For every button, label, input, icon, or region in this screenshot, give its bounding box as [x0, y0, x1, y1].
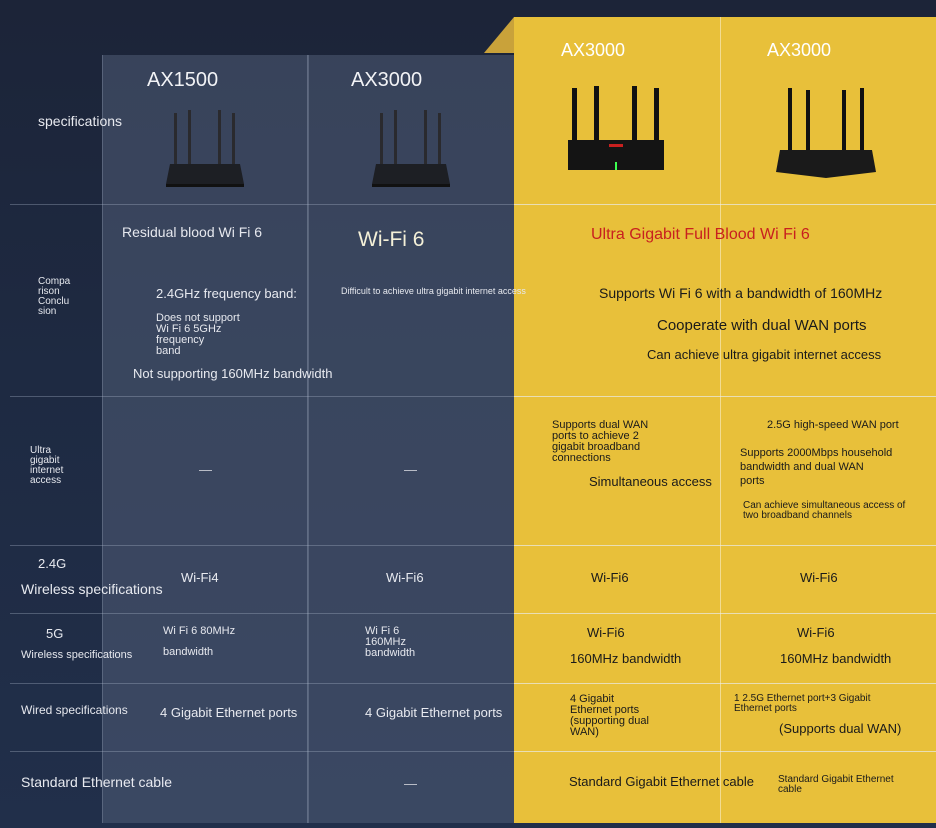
gold-row-divider [514, 396, 936, 397]
ultra-col4-sim [743, 501, 905, 521]
router-4-antenna-icon [160, 108, 250, 190]
w5-col2-line: Wi Fi 6 [365, 625, 400, 637]
ultra-label-line: gigabit [30, 455, 60, 466]
w24-col2: Wi-Fi6 [386, 570, 424, 585]
gold-row-divider [514, 545, 936, 546]
comparison-col1-no5g [156, 313, 240, 357]
col-divider [307, 55, 308, 823]
no5g-line: band [156, 345, 181, 357]
ultra-col3-simultaneous: Simultaneous access [589, 474, 712, 489]
model-title-2: AX3000 [351, 69, 423, 91]
wired-col4-dualwan: (Supports dual WAN) [779, 721, 902, 736]
ultra-col1-dash: — [199, 462, 212, 477]
wired-col1: 4 Gigabit Ethernet ports [160, 705, 298, 720]
wired-col4-line: 1 2.5G Ethernet port+3 Gigabit [734, 693, 871, 704]
router-4-antenna-icon [366, 108, 456, 190]
comparison-label-line: Conclu [38, 296, 70, 307]
wired-col3 [570, 694, 649, 738]
comparison-col2-title: Wi-Fi 6 [358, 228, 425, 251]
no5g-line: frequency [156, 334, 205, 346]
ultra-col4-line: Supports 2000Mbps household [740, 447, 893, 459]
w24-label-text: Wireless specifications [21, 581, 163, 597]
gold-row-divider [514, 683, 936, 684]
cable-col3: Standard Gigabit Ethernet cable [569, 774, 755, 789]
comparison-col1-title: Residual blood Wi Fi 6 [122, 224, 263, 240]
comparison-gold-line3: Can achieve ultra gigabit internet access [647, 347, 882, 362]
w5-label-band: 5G [46, 626, 64, 641]
ultra-col3-line: Supports dual WAN [552, 419, 649, 431]
gold-corner-decoration [484, 17, 514, 53]
ultra-col3-text [552, 420, 648, 464]
ultra-label-line: Ultra [30, 445, 52, 456]
comparison-gold-title: Ultra Gigabit Full Blood Wi Fi 6 [591, 226, 810, 243]
cable-col4-line: cable [778, 784, 802, 795]
gold-row-divider [514, 613, 936, 614]
comparison-label-line: rison [38, 286, 60, 297]
w5-col2-line: 160MHz [365, 636, 406, 648]
wired-label: Wired specifications [21, 703, 128, 717]
w24-label-band: 2.4G [38, 556, 67, 571]
ultra-col3-line: connections [552, 452, 611, 464]
w5-col4-b: 160MHz bandwidth [780, 651, 892, 666]
comparison-col1-no160: Not supporting 160MHz bandwidth [133, 366, 333, 381]
wired-col2: 4 Gigabit Ethernet ports [365, 705, 503, 720]
comparison-gold-line1: Supports Wi Fi 6 with a bandwidth of 160MHz [599, 285, 883, 301]
gold-divider [720, 17, 721, 823]
ultra-label-line: access [30, 475, 62, 486]
w5-col1-a: Wi Fi 6 80MHz [163, 625, 236, 637]
ultra-col4-line: ports [740, 475, 765, 487]
ultra-col4-text [740, 446, 892, 488]
wired-col3-line: 4 Gigabit [570, 693, 615, 705]
ultra-col4-line: bandwidth and dual WAN [740, 461, 864, 473]
w5-col2 [365, 626, 415, 659]
ultra-label [30, 446, 63, 486]
comparison-col2-note: Difficult to achieve ultra gigabit internet access [341, 286, 526, 296]
cable-label: Standard Ethernet cable [21, 774, 172, 790]
w5-col1-b: bandwidth [163, 646, 214, 658]
comparison-col1-band: 2.4GHz frequency band: [156, 286, 297, 301]
no5g-line: Wi Fi 6 5GHz [156, 323, 222, 335]
w5-col3-a: Wi-Fi6 [587, 625, 625, 640]
wired-col3-line: Ethernet ports [570, 704, 640, 716]
w5-col4-a: Wi-Fi6 [797, 625, 835, 640]
ultra-col2-dash: — [404, 462, 417, 477]
ultra-col3-line: ports to achieve 2 [552, 430, 639, 442]
wired-col3-line: (supporting dual [570, 715, 649, 727]
comparison-label-line: Compa [38, 276, 71, 287]
specs-label: specifications [38, 113, 123, 129]
w24-col1: Wi-Fi4 [181, 570, 219, 585]
cable-col4 [778, 775, 894, 795]
model-title-4: AX3000 [767, 40, 832, 60]
comparison-label-line: sion [38, 306, 57, 317]
w24-col3: Wi-Fi6 [591, 570, 629, 585]
router-4-antenna-black-icon [564, 84, 668, 180]
comparison-label [38, 277, 70, 317]
wired-col4 [734, 694, 870, 714]
gold-row-divider [514, 204, 936, 205]
cable-col2-dash: — [404, 776, 417, 791]
no5g-line: Does not support [156, 312, 240, 324]
ultra-col3-line: gigabit broadband [552, 441, 641, 453]
w5-label-text: Wireless specifications [21, 649, 133, 661]
ultra-label-line: internet [30, 465, 64, 476]
w5-col2-line: bandwidth [365, 647, 416, 659]
router-4-antenna-black-icon [774, 86, 878, 182]
ultra-col4-wan: 2.5G high-speed WAN port [767, 419, 899, 431]
wired-col3-line: WAN) [570, 726, 599, 738]
w24-col4: Wi-Fi6 [800, 570, 838, 585]
wired-col4-line: Ethernet ports [734, 703, 797, 714]
model-title-3: AX3000 [561, 40, 626, 60]
comparison-gold-line2: Cooperate with dual WAN ports [657, 317, 867, 334]
ultra-col4-sim-line: Can achieve simultaneous access of [743, 500, 906, 511]
gold-row-divider [514, 751, 936, 752]
cable-col4-line: Standard Gigabit Ethernet [778, 774, 894, 785]
model-title-1: AX1500 [147, 69, 219, 91]
w5-col3-b: 160MHz bandwidth [570, 651, 682, 666]
ultra-col4-sim-line: two broadband channels [743, 510, 852, 521]
